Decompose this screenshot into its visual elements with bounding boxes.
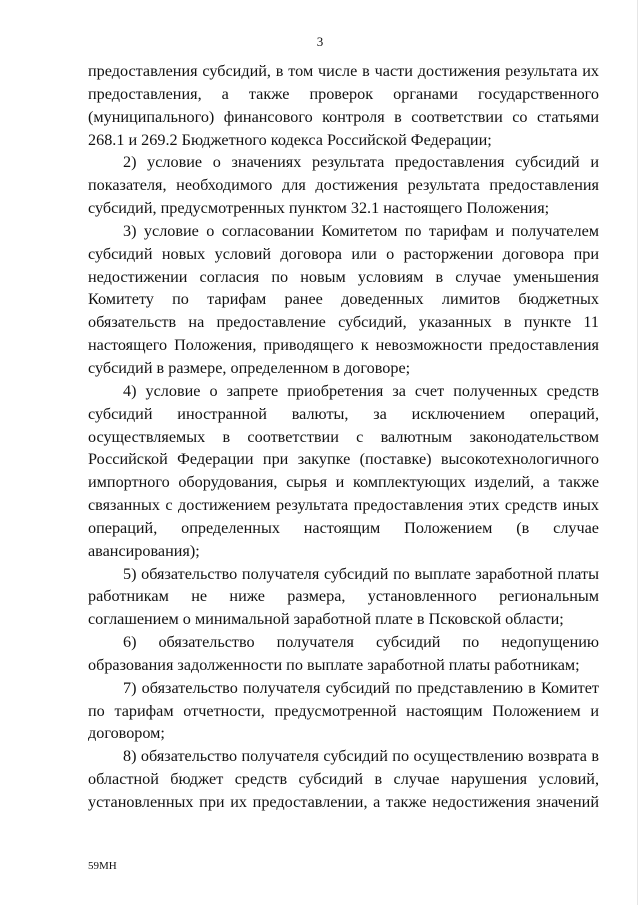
document-body (88, 60, 599, 814)
text-line: субсидий иностранной валюты, за исключением операций, (88, 404, 599, 423)
text-line: по тарифам отчетности, предусмотренной настоящим Положением и (88, 701, 599, 720)
text-line: 8) обязательство получателя субсидий по осуществлению возврата в (123, 747, 599, 766)
text-line: авансирования); (88, 541, 200, 560)
text-line: Комитету по тарифам ранее доведенных лимитов бюджетных (88, 290, 599, 309)
text-line: связанных с достижением результата предоставления этих средств иных (88, 496, 599, 515)
scan-edge (637, 0, 638, 905)
footer-code: 59МН (88, 860, 117, 872)
text-line: 3) условие о согласовании Комитетом по тарифам и получателем (123, 221, 599, 240)
text-line: осуществляемых в соответствии с валютным законодательством (88, 427, 599, 446)
text-line: импортного оборудования, сырья и комплектующих изделий, а также (88, 473, 599, 492)
text-line: Российской Федерации при закупке (поставке) высокотехнологичного (88, 450, 599, 469)
text-line: субсидий, предусмотренных пунктом 32.1 настоящего Положения; (88, 199, 550, 218)
text-line: установленных при их предоставлении, а также недостижения значений (88, 793, 599, 811)
text-line: субсидий в размере, определенном в договоре; (88, 358, 411, 377)
text-line: образования задолженности по выплате заработной платы работникам; (88, 655, 580, 674)
text-line: 7) обязательство получателя субсидий по представлению в Комитет (123, 678, 599, 697)
text-line: показателя, необходимого для достижения результата предоставления (88, 176, 599, 195)
text-line: работникам не ниже размера, установленного региональным (88, 587, 599, 606)
text-line: операций, определенных настоящим Положением (в случае (88, 518, 599, 537)
text-line: обязательств на предоставление субсидий, указанных в пункте 11 (88, 313, 599, 332)
text-line: предоставления, а также проверок органами государственного (88, 84, 599, 103)
text-line: 5) обязательство получателя субсидий по выплате заработной платы (123, 564, 599, 583)
text-line: 4) условие о запрете приобретения за счет полученных средств (123, 381, 599, 400)
text-line: договором; (88, 724, 165, 743)
text-line: недостижении согласия по новым условиям в случае уменьшения (88, 267, 599, 286)
text-line: 6) обязательство получателя субсидий по недопущению (123, 633, 599, 652)
text-line: областной бюджет средств субсидий в случае нарушения условий, (88, 770, 599, 789)
text-line: субсидий новых условий договора или о расторжении договора при (88, 244, 599, 263)
text-line: (муниципального) финансового контроля в соответствии со статьями (88, 107, 599, 126)
text-line: 268.1 и 269.2 Бюджетного кодекса Российской Федерации; (88, 130, 492, 149)
text-line: предоставления субсидий, в том числе в части достижения результата их (88, 62, 599, 80)
text-line: соглашением о минимальной заработной плате в Псковской области; (88, 610, 564, 629)
text-line: 2) условие о значениях результата предоставления субсидий и (123, 153, 599, 172)
page-number: 3 (316, 34, 324, 49)
text-line: настоящего Положения, приводящего к невозможности предоставления (88, 336, 599, 355)
